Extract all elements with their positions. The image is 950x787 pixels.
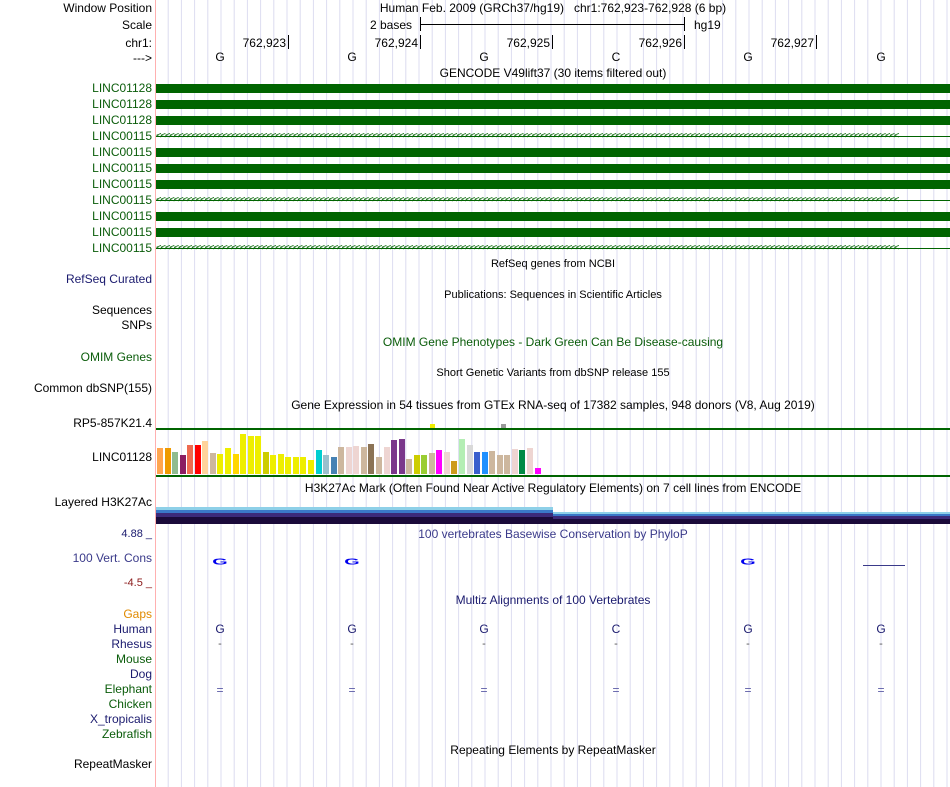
gtex-tissue-bar[interactable] — [255, 436, 261, 474]
gtex-gene2-label[interactable]: LINC01128 — [92, 450, 152, 464]
refseq-label[interactable]: RefSeq Curated — [65, 272, 152, 286]
refseq-title[interactable]: RefSeq genes from NCBI — [490, 258, 616, 270]
gtex-tissue-bar[interactable] — [293, 457, 299, 474]
gtex-tissue-bar[interactable] — [225, 448, 231, 474]
gencode-strand-chevrons[interactable]: <<<<<<<<<<<<<<<<<<<<<<<<<<<<<<<<<<<<<<<<<<<<<<<<<<<<<<<<<<<<<<<<<<<<<<<<<<<<<<<<<<<<<<<<<<<<<<<<<<<<<<<<<<<<<<<<<<<<<<<<<<<<<<<<<<<<<<<<<<<<<<<<<<<<<<<<<<<<<<<<<<<<<<<< — [156, 196, 899, 205]
phylop-max: 4.88 _ — [121, 528, 152, 540]
h3k27ac-label[interactable]: Layered H3K27Ac — [54, 495, 152, 509]
gtex-tissue-bar[interactable] — [263, 452, 269, 474]
gtex-tissue-bar[interactable] — [497, 455, 503, 474]
strand-label: ---> — [133, 51, 152, 65]
gtex-tissue-bar[interactable] — [240, 434, 246, 474]
ruler-position: 762,926 — [638, 36, 682, 50]
gencode-gene-label[interactable]: LINC00115 — [92, 241, 152, 255]
gtex-tissue-bar[interactable] — [399, 439, 405, 474]
repeatmasker-title[interactable]: Repeating Elements by RepeatMasker — [450, 743, 656, 757]
assembly-name: Human Feb. 2009 (GRCh37/hg19) — [379, 1, 564, 15]
position-text: chr1:762,923-762,928 (6 bp) — [574, 1, 727, 15]
omim-title[interactable]: OMIM Gene Phenotypes - Dark Green Can Be Disease-causing — [382, 335, 724, 349]
gaps-label[interactable]: Gaps — [123, 607, 152, 621]
gencode-exon-bar[interactable] — [156, 164, 950, 173]
gencode-exon-bar[interactable] — [156, 116, 950, 125]
sequences-label[interactable]: Sequences — [91, 303, 152, 317]
gencode-gene-label[interactable]: LINC00115 — [92, 225, 152, 239]
chrom-label: chr1: — [125, 36, 152, 50]
gtex-tissue-bar[interactable] — [489, 451, 495, 474]
gtex-gene1-bar[interactable] — [430, 424, 435, 428]
h3k27ac-signal-left — [156, 507, 553, 524]
gencode-gene-label[interactable]: LINC00115 — [92, 145, 152, 159]
window-position-label: Window Position — [63, 1, 152, 15]
multiz-alignment-char: - — [482, 638, 486, 650]
h3k27ac-title[interactable]: H3K27Ac Mark (Often Found Near Active Regulatory Elements) on 7 cell lines from ENCODE — [304, 481, 802, 495]
gtex-gene1-label[interactable]: RP5-857K21.4 — [73, 416, 152, 430]
gtex-tissue-bar[interactable] — [180, 455, 186, 474]
multiz-alignment-char: = — [348, 683, 356, 697]
assembly-position-text — [380, 1, 726, 15]
multiz-species-label[interactable]: Rhesus — [111, 637, 152, 651]
gtex-tissue-bar[interactable] — [421, 455, 427, 474]
multiz-alignment-char: - — [879, 638, 883, 650]
gtex-tissue-bar[interactable] — [233, 454, 239, 474]
gtex-tissue-bar[interactable] — [451, 461, 457, 474]
scale-text: 2 bases — [370, 18, 413, 32]
gencode-exon-bar[interactable] — [156, 100, 950, 109]
multiz-species-label[interactable]: X_tropicalis — [89, 712, 152, 726]
multiz-alignment-char: = — [216, 683, 224, 697]
scale-db: hg19 — [694, 18, 721, 32]
ruler-tick — [420, 35, 421, 49]
gtex-tissue-bar[interactable] — [323, 455, 329, 474]
base-letter: G — [215, 50, 225, 64]
gtex-tissue-bar[interactable] — [338, 447, 344, 474]
gtex-tissue-bar[interactable] — [436, 450, 442, 474]
multiz-alignment-char: = — [480, 683, 488, 697]
gencode-strand-chevrons[interactable]: <<<<<<<<<<<<<<<<<<<<<<<<<<<<<<<<<<<<<<<<<<<<<<<<<<<<<<<<<<<<<<<<<<<<<<<<<<<<<<<<<<<<<<<<<<<<<<<<<<<<<<<<<<<<<<<<<<<<<<<<<<<<<<<<<<<<<<<<<<<<<<<<<<<<<<<<<<<<<<<<<<<<<<<< — [156, 244, 899, 253]
phylop-title[interactable]: 100 vertebrates Basewise Conservation by PhyloP — [418, 527, 688, 541]
ruler-position: 762,924 — [374, 36, 418, 50]
multiz-alignment-char: G — [743, 622, 753, 636]
scale-bar-right — [684, 17, 685, 31]
gencode-gene-label[interactable]: LINC00115 — [92, 161, 152, 175]
base-letter: C — [611, 50, 621, 64]
multiz-alignment-char: G — [215, 622, 225, 636]
multiz-alignment-char: = — [744, 683, 752, 697]
gtex-tissue-bar[interactable] — [384, 447, 390, 474]
phylop-logo-letter: G — [740, 557, 756, 567]
gencode-gene-label[interactable]: LINC00115 — [92, 193, 152, 207]
gtex-tissue-bar[interactable] — [376, 457, 382, 474]
gtex-tissue-bar[interactable] — [346, 447, 352, 474]
gtex-tissue-bar[interactable] — [278, 454, 284, 474]
gtex-tissue-bar[interactable] — [187, 445, 193, 474]
gtex-tissue-bar[interactable] — [331, 457, 337, 474]
snps-label[interactable]: SNPs — [121, 318, 152, 332]
scale-label: Scale — [121, 18, 152, 32]
gtex-tissue-bar[interactable] — [308, 460, 314, 474]
gtex-tissue-bar[interactable] — [482, 452, 488, 474]
ruler-tick — [684, 35, 685, 49]
gencode-gene-label[interactable]: LINC00115 — [92, 209, 152, 223]
ruler-position: 762,927 — [770, 36, 814, 50]
gencode-gene-label[interactable]: LINC00115 — [92, 177, 152, 191]
gtex-tissue-bar[interactable] — [459, 439, 465, 474]
gtex-tissue-bar[interactable] — [165, 448, 171, 474]
gtex-tissue-bar[interactable] — [535, 468, 541, 474]
gtex-tissue-bar[interactable] — [361, 447, 367, 474]
gtex-tissue-bar[interactable] — [368, 444, 374, 474]
gtex-tissue-bar[interactable] — [467, 445, 473, 474]
gtex-tissue-bar[interactable] — [429, 453, 435, 474]
gtex-tissue-bar[interactable] — [444, 452, 450, 474]
multiz-species-label[interactable]: Mouse — [115, 652, 152, 666]
gencode-gene-label[interactable]: LINC01128 — [92, 81, 152, 95]
multiz-species-label[interactable]: Zebrafish — [101, 727, 152, 741]
scale-bar — [420, 24, 684, 25]
gtex-tissue-bar[interactable] — [474, 452, 480, 474]
gtex-tissue-bar[interactable] — [270, 455, 276, 474]
gtex-tissue-bar[interactable] — [195, 445, 201, 474]
gtex-tissue-bar[interactable] — [210, 453, 216, 474]
publications-title[interactable]: Publications: Sequences in Scientific Articles — [444, 289, 662, 301]
gencode-gene-label[interactable]: LINC01128 — [92, 113, 152, 127]
gtex-tissue-bar[interactable] — [414, 455, 420, 474]
repeatmasker-label[interactable]: RepeatMasker — [73, 757, 152, 771]
phylop-logo-letter: G — [212, 557, 228, 567]
dbsnp-label[interactable]: Common dbSNP(155) — [33, 381, 152, 395]
multiz-species-label[interactable]: Dog — [129, 667, 152, 681]
multiz-alignment-char: C — [611, 622, 621, 636]
ruler-position: 762,925 — [506, 36, 550, 50]
multiz-alignment-char: - — [218, 638, 222, 650]
gtex-tissue-bar[interactable] — [353, 446, 359, 474]
multiz-alignment-char: = — [877, 683, 885, 697]
gtex-tissue-bar[interactable] — [316, 450, 322, 474]
multiz-alignment-char: G — [876, 622, 886, 636]
multiz-species-label[interactable]: Human — [113, 622, 152, 636]
multiz-alignment-char: - — [746, 638, 750, 650]
multiz-species-label[interactable]: Elephant — [104, 682, 152, 696]
gtex-tissue-bar[interactable] — [519, 450, 525, 474]
multiz-species-label[interactable]: Chicken — [108, 697, 152, 711]
gtex-tissue-bar[interactable] — [202, 441, 208, 474]
ruler-tick — [816, 35, 817, 49]
multiz-alignment-char: = — [612, 683, 620, 697]
gtex-tissue-bar[interactable] — [172, 452, 178, 474]
gtex-tissue-bar[interactable] — [157, 448, 163, 474]
phylop-label[interactable]: 100 Vert. Cons — [72, 551, 152, 565]
gtex-gene1-line — [156, 428, 950, 430]
gencode-exon-bar[interactable] — [156, 84, 950, 93]
gencode-title[interactable]: GENCODE V49lift37 (30 items filtered out) — [439, 66, 667, 80]
gtex-gene1-bar[interactable] — [501, 424, 506, 428]
gencode-strand-chevrons[interactable]: <<<<<<<<<<<<<<<<<<<<<<<<<<<<<<<<<<<<<<<<<<<<<<<<<<<<<<<<<<<<<<<<<<<<<<<<<<<<<<<<<<<<<<<<<<<<<<<<<<<<<<<<<<<<<<<<<<<<<<<<<<<<<<<<<<<<<<<<<<<<<<<<<<<<<<<<<<<<<<<<<<<<<<<< — [156, 132, 899, 141]
base-letter: G — [347, 50, 357, 64]
gtex-tissue-bar[interactable] — [217, 454, 223, 474]
gtex-tissue-bar[interactable] — [391, 440, 397, 474]
omim-label[interactable]: OMIM Genes — [80, 350, 152, 364]
phylop-logo-letter: G — [344, 557, 360, 567]
base-letter: G — [743, 50, 753, 64]
gtex-tissue-bar[interactable] — [300, 457, 306, 474]
gencode-exon-bar[interactable] — [156, 148, 950, 157]
gtex-tissue-bar[interactable] — [406, 459, 412, 474]
gtex-tissue-bar[interactable] — [512, 449, 518, 474]
gencode-exon-bar[interactable] — [156, 228, 950, 237]
base-letter: G — [479, 50, 489, 64]
gencode-gene-label[interactable]: LINC01128 — [92, 97, 152, 111]
multiz-alignment-char: - — [350, 638, 354, 650]
phylop-min: -4.5 _ — [123, 577, 152, 589]
multiz-alignment-char: G — [347, 622, 357, 636]
ruler-tick — [288, 35, 289, 49]
gtex-title[interactable]: Gene Expression in 54 tissues from GTEx RNA-seq of 17382 samples, 948 donors (V8, Aug 2019) — [291, 398, 815, 412]
phylop-negative-mark — [863, 565, 905, 566]
gtex-gene2-line — [156, 475, 950, 477]
gtex-tissue-bar[interactable] — [285, 457, 291, 474]
gencode-gene-label[interactable]: LINC00115 — [92, 129, 152, 143]
gtex-tissue-bar[interactable] — [248, 436, 254, 474]
ruler-tick — [552, 35, 553, 49]
ruler-position: 762,923 — [242, 36, 286, 50]
gtex-tissue-bar[interactable] — [504, 455, 510, 474]
dbsnp-title[interactable]: Short Genetic Variants from dbSNP release 155 — [436, 367, 670, 379]
multiz-alignment-char: - — [614, 638, 618, 650]
h3k27ac-signal-right — [553, 512, 950, 524]
base-letter: G — [876, 50, 886, 64]
gencode-exon-bar[interactable] — [156, 212, 950, 221]
multiz-title[interactable]: Multiz Alignments of 100 Vertebrates — [455, 593, 651, 607]
gtex-tissue-bar[interactable] — [527, 448, 533, 474]
multiz-alignment-char: G — [479, 622, 489, 636]
gencode-exon-bar[interactable] — [156, 180, 950, 189]
